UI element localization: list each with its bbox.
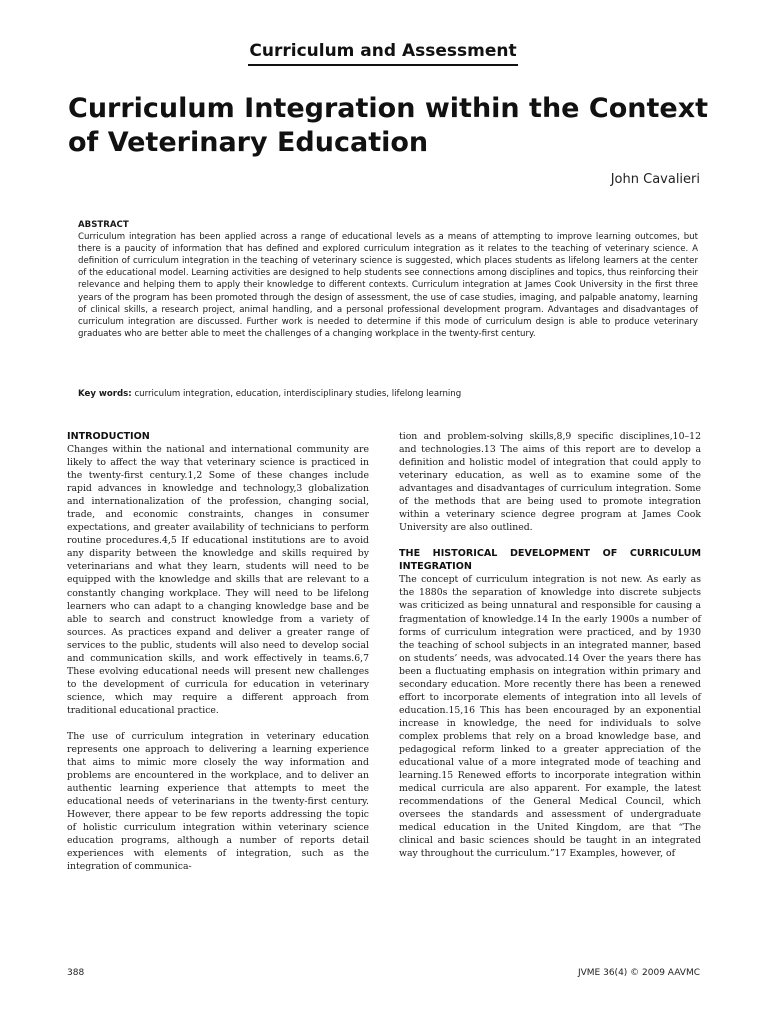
article-title: Curriculum Integration within the Context of Veterinary Education — [68, 93, 709, 158]
journal-citation: JVME 36(4) © 2009 AAVMC — [577, 968, 700, 978]
abstract — [78, 219, 698, 340]
left-column — [67, 430, 369, 874]
introduction-paragraph-2: The use of curriculum integration in veterinary education represents one approach to delivering a learning experience that aims to mimic more closely the way information and problems are encountered in the workplace, and to deliver an authentic learning experience that attempts to meet the educational needs of veterinarians in the twenty-first century. However, there appear to be few reports addressing the topic of holistic curriculum integration within veterinary science education programs, although a number of reports detail experiences with elements of integration, such as the integration of communica- — [67, 730, 369, 873]
introduction-paragraph-continued: tion and problem-solving skills,8,9 specific disciplines,10–12 and technologies.13 The aims of this report are to develop a definition and holistic model of integration that could apply to veterinary education, as well as to examine some of the advantages and disadvantages of curriculum integration. Some of the methods that are being used to promote integration within a veterinary science degree program at James Cook University are also outlined. — [399, 431, 701, 534]
historical-development-heading: THE HISTORICAL DEVELOPMENT OF CURRICULUM INTEGRATION — [399, 548, 701, 573]
abstract-heading: ABSTRACT — [78, 220, 129, 230]
keywords-label: Key words: — [78, 389, 132, 399]
section-header: Curriculum and Assessment — [249, 41, 517, 61]
author-name: John Cavalieri — [610, 172, 700, 187]
historical-development-paragraph: The concept of curriculum integration is not new. As early as the 1880s the separation of knowledge into discrete subjects was criticized as being unnatural and responsible for causing a fragmentation of knowledge.14 In the early 1900s a number of forms of curriculum integration were practiced, and by 1930 the teaching of school subjects in an integrated manner, based on students’ needs, was advocated.14 Over the years there has been a fluctuating emphasis on integration within primary and secondary education. More recently there has been a renewed effort to incorporate elements of integration into all levels of education.15,16 This has been encouraged by an exponential increase in knowledge, the need for individuals to solve complex problems that rely on a broad knowledge base, and pedagogical reform linked to a greater appreciation of the educational value of a more integrated mode of teaching and learning.15 Renewed efforts to incorporate integration within medical curricula are also apparent. For example, the latest recommendations of the General Medical Council, which oversees the standards and assessment of undergraduate medical education in the United Kingdom, are that “The clinical and basic sciences should be taught in an integrated way throughout the curriculum.”17 Examples, however, of — [399, 574, 701, 860]
right-column — [399, 430, 701, 860]
keywords — [78, 389, 698, 399]
introduction-heading: INTRODUCTION — [67, 431, 150, 442]
introduction-paragraph-1: Changes within the national and international community are likely to affect the way that veterinary science is practiced in the twenty-first century.1,2 Some of these changes include rapid advances in knowledge and technology,3 globalization and internationalization of the profession, changing social, trade, and economic constraints, changes in consumer expectations, and greater availability of technicians to perform routine procedures.4,5 If educational institutions are to avoid any disparity between the knowledge and skills required by veterinarians and what they learn, students will need to be equipped with the knowledge and skills that are relevant to a constantly changing workplace. They will need to be lifelong learners who can adapt to a changing knowledge base and be able to search and construct knowledge from a variety of sources. As practices expand and deliver a greater range of services to the public, students will also need to develop social and communication skills, and work effectively in teams.6,7 These evolving educational needs will present new challenges to the development of curricula for education in veterinary science, which may require a different approach from traditional educational practice. — [67, 444, 369, 716]
abstract-text: Curriculum integration has been applied across a range of educational levels as a means of attempting to improve learning outcomes, but there is a paucity of information that has defined and explored curriculum integration as it relates to the teaching of veterinary science. A definition of curriculum integration in the teaching of veterinary science is suggested, which places students as lifelong learners at the center of the educational model. Learning activities are designed to help students see connections among disciplines and topics, thus reinforcing their relevance and helping them to apply their knowledge to different contexts. Curriculum integration at James Cook University in the first three years of the program has been promoted through the design of assessment, the use of case studies, imaging, and palpable anatomy, learning of clinical skills, a research project, animal handling, and a personal professional development program. Advantages and disadvantages of curriculum integration are discussed. Further work is needed to determine if this mode of curriculum design is able to produce veterinary graduates who are better able to meet the challenges of a changing workplace in the twenty-first century. — [78, 232, 698, 339]
page-number: 388 — [67, 968, 85, 978]
section-header-rule — [248, 64, 518, 66]
keywords-text: curriculum integration, education, interdisciplinary studies, lifelong learning — [134, 389, 462, 399]
